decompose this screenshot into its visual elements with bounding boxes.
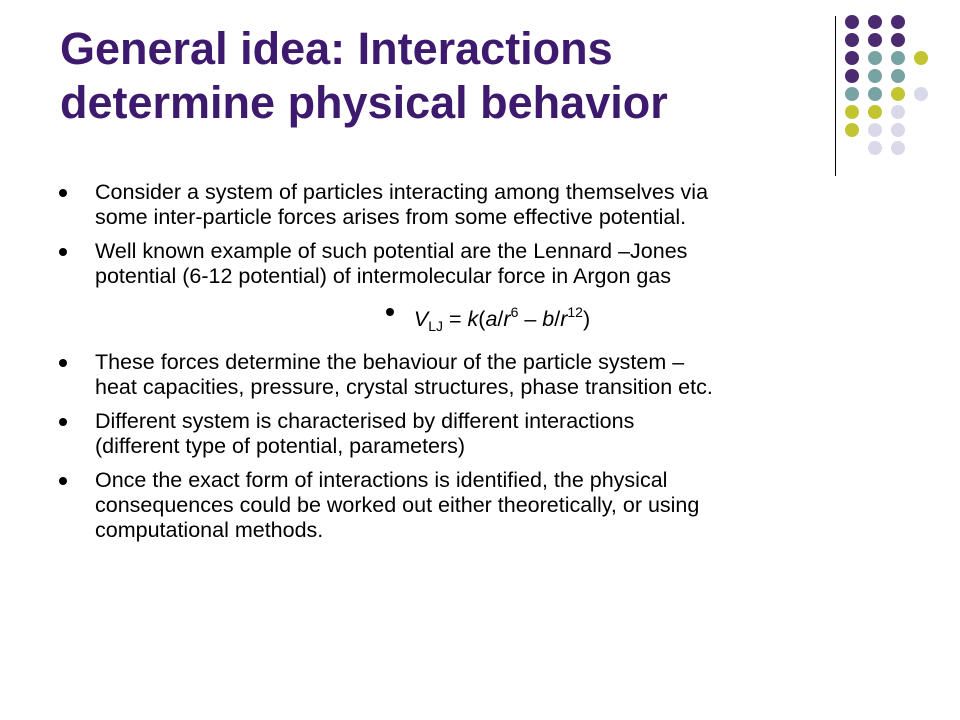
dot-purple — [891, 33, 905, 47]
dot-purple — [868, 15, 882, 29]
dot-olive — [868, 105, 882, 119]
bullet-text-line: some inter-particle forces arises from some effective potential. — [95, 205, 687, 229]
dot-purple — [845, 33, 859, 47]
bullet-text-line: These forces determine the behaviour of the particle system – — [95, 350, 685, 374]
formula-r: r — [560, 307, 568, 331]
slide-title — [60, 22, 820, 130]
lennard-jones-formula — [386, 298, 590, 340]
dot-purple — [845, 51, 859, 65]
bullet-text-line: (different type of potential, parameters) — [95, 434, 466, 458]
bullet-text-line: potential (6-12 potential) of intermolecular force in Argon gas — [95, 264, 672, 288]
dot-olive — [914, 51, 928, 65]
bullet-item — [58, 350, 918, 400]
bullet-item — [58, 180, 918, 230]
dot-teal — [845, 87, 859, 101]
formula-equals: = — [443, 307, 468, 331]
dot-teal — [868, 51, 882, 65]
formula-bullet-item — [58, 298, 918, 340]
dot-purple — [845, 69, 859, 83]
bullet-text-line: consequences could be worked out either theoretically, or using — [95, 493, 700, 517]
dot-teal — [868, 69, 882, 83]
title-line-2: determine physical behavior — [60, 77, 668, 128]
formula-exponent: 12 — [567, 304, 583, 320]
dot-purple — [891, 15, 905, 29]
bullet-text-line: Consider a system of particles interacting among themselves via — [95, 180, 709, 204]
dot-olive — [891, 87, 905, 101]
dot-teal — [891, 69, 905, 83]
dot-lavender — [891, 141, 905, 155]
bullet-text-line: computational methods. — [95, 518, 324, 542]
bullet-item — [58, 409, 918, 459]
dot-purple — [868, 33, 882, 47]
bullet-text-line: Different system is characterised by different interactions — [95, 409, 635, 433]
formula-minus: – — [518, 307, 543, 331]
formula-b: b — [542, 307, 555, 331]
dot-teal — [868, 87, 882, 101]
bullet-text-line: Well known example of such potential are the Lennard –Jones — [95, 239, 688, 263]
title-divider-line — [835, 16, 836, 176]
bullet-item — [58, 239, 918, 289]
dot-lavender — [868, 123, 882, 137]
dot-purple — [845, 15, 859, 29]
bullet-item — [58, 468, 918, 543]
formula-slash: / — [497, 307, 504, 331]
title-line-1: General idea: Interactions — [60, 23, 613, 74]
formula-a: a — [485, 307, 498, 331]
dot-teal — [891, 51, 905, 65]
formula-v: V — [413, 307, 429, 331]
dot-lavender — [868, 141, 882, 155]
formula-text — [413, 304, 591, 334]
formula-close-paren: ) — [582, 307, 591, 331]
bullet-text-line: heat capacities, pressure, crystal structures, phase transition etc. — [95, 375, 713, 399]
dot-olive — [845, 123, 859, 137]
formula-exponent: 6 — [510, 304, 519, 320]
dot-olive — [845, 105, 859, 119]
formula-slash: / — [554, 307, 561, 331]
dot-lavender — [891, 123, 905, 137]
formula-open-paren: ( — [478, 307, 486, 331]
formula-r: r — [503, 307, 511, 331]
dot-lavender — [891, 105, 905, 119]
formula-k: k — [467, 307, 479, 331]
content-bullet-list — [58, 180, 918, 552]
formula-subscript: LJ — [428, 318, 443, 334]
bullet-text-line: Once the exact form of interactions is identified, the physical — [95, 468, 668, 492]
dot-lavender — [914, 87, 928, 101]
